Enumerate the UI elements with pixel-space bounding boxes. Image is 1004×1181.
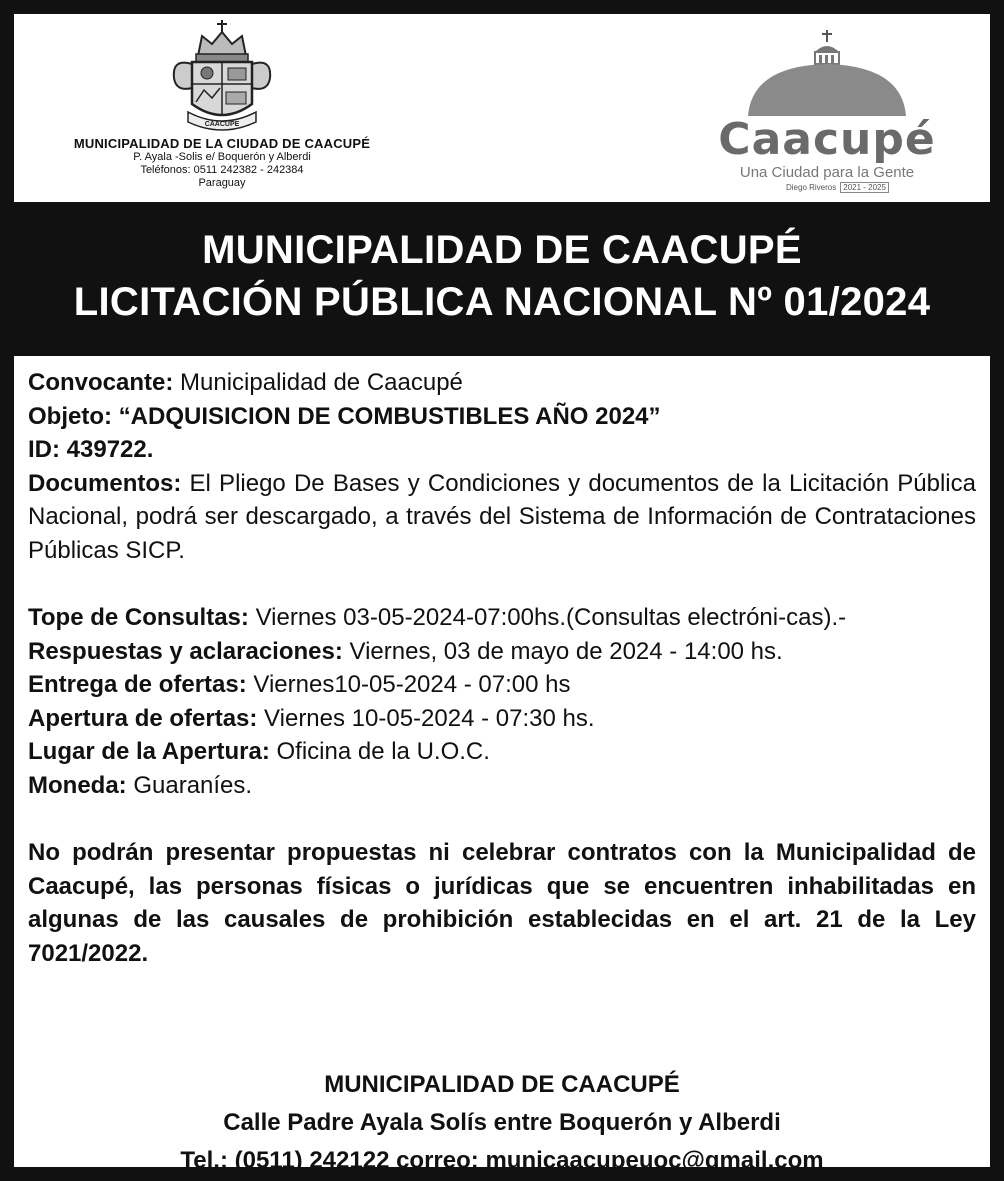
respuestas-row — [28, 635, 976, 669]
documentos-row — [28, 467, 976, 568]
documentos-value: El Pliego De Bases y Condiciones y documentos de la Licitación Pública Nacional, podrá ser descargado, a través del Sistema de Información de Contrataciones Públicas SICP. — [28, 469, 976, 564]
coat-of-arms-icon — [162, 18, 282, 136]
moneda-value: Guaraníes. — [126, 771, 253, 799]
municipality-phones: Teléfonos: 0511 242382 - 242384 — [140, 164, 304, 176]
convocante-value: Municipalidad de Caacupé — [173, 369, 463, 396]
entrega-label: Entrega de ofertas: — [28, 671, 247, 698]
crest-label: CAACUPE — [204, 121, 240, 128]
tender-details — [28, 366, 976, 970]
apertura-label: Apertura de ofertas: — [28, 704, 258, 732]
footer-contact: Tel.: (0511) 242122 correo: municaacupeuoc@gmail.com — [180, 1147, 824, 1174]
respuestas-value: Viernes, 03 de mayo de 2024 - 14:00 hs. — [342, 637, 783, 665]
spacer — [28, 802, 976, 836]
spacer — [28, 567, 976, 601]
moneda-row — [28, 769, 976, 803]
municipality-address: P. Ayala -Solis e/ Boquerón y Alberdi — [133, 151, 311, 163]
logo-subline — [786, 183, 936, 192]
tope-row — [28, 601, 976, 635]
title-banner — [14, 202, 990, 356]
municipality-name: MUNICIPALIDAD DE LA CIUDAD DE CAACUPÉ — [73, 136, 371, 151]
church-dome-icon — [712, 28, 942, 118]
lugar-value: Oficina de la U.O.C. — [269, 738, 490, 765]
municipality-country: Paraguay — [198, 177, 246, 189]
prohibition-notice: No podrán presentar propuestas ni celebrar contratos con la Municipalidad de Caacupé, las personas físicas o jurídicas que se encuentren inhabilitadas en algunas de las causales de prohibición establecidas en el art. 21 de la Ley 7021/2022. — [28, 839, 976, 967]
logo-term: 2021 - 2025 — [840, 182, 889, 193]
respuestas-label: Respuestas y aclaraciones: — [28, 637, 343, 665]
logo-tagline: Una Ciudad para la Gente — [739, 164, 915, 181]
tope-value: Viernes 03-05-2024-07:00hs.(Consultas electróni-cas).- — [248, 604, 847, 631]
apertura-row — [28, 702, 976, 736]
documentos-label: Documentos: — [28, 469, 182, 497]
id-row — [28, 433, 976, 467]
banner-title: MUNICIPALIDAD DE CAACUPÉ — [202, 228, 802, 272]
entrega-row — [28, 668, 976, 702]
apertura-value: Viernes 10-05-2024 - 07:30 hs. — [257, 704, 595, 732]
header — [14, 14, 990, 202]
id-text: ID: 439722. — [28, 436, 154, 463]
lugar-label: Lugar de la Apertura: — [28, 738, 270, 765]
objeto-text: Objeto: “ADQUISICION DE COMBUSTIBLES AÑO 2024” — [28, 402, 661, 430]
footer-address: Calle Padre Ayala Solís entre Boquerón y Alberdi — [223, 1109, 781, 1136]
entrega-value: Viernes10-05-2024 - 07:00 hs — [246, 671, 571, 698]
moneda-label: Moneda: — [28, 771, 127, 799]
objeto-row — [28, 400, 976, 434]
convocante-label: Convocante: — [28, 369, 174, 396]
banner-subtitle: LICITACIÓN PÚBLICA NACIONAL Nº 01/2024 — [73, 280, 931, 324]
logo-name: Diego Riveros — [786, 183, 837, 192]
caacupe-logo — [712, 28, 942, 198]
tope-label: Tope de Consultas: — [28, 604, 249, 631]
municipality-crest-block — [32, 18, 412, 202]
lugar-row — [28, 735, 976, 769]
convocante-row — [28, 366, 976, 400]
footer — [14, 1066, 990, 1180]
footer-title: MUNICIPALIDAD DE CAACUPÉ — [324, 1071, 680, 1098]
logo-wordmark: Caacupé — [718, 114, 936, 165]
